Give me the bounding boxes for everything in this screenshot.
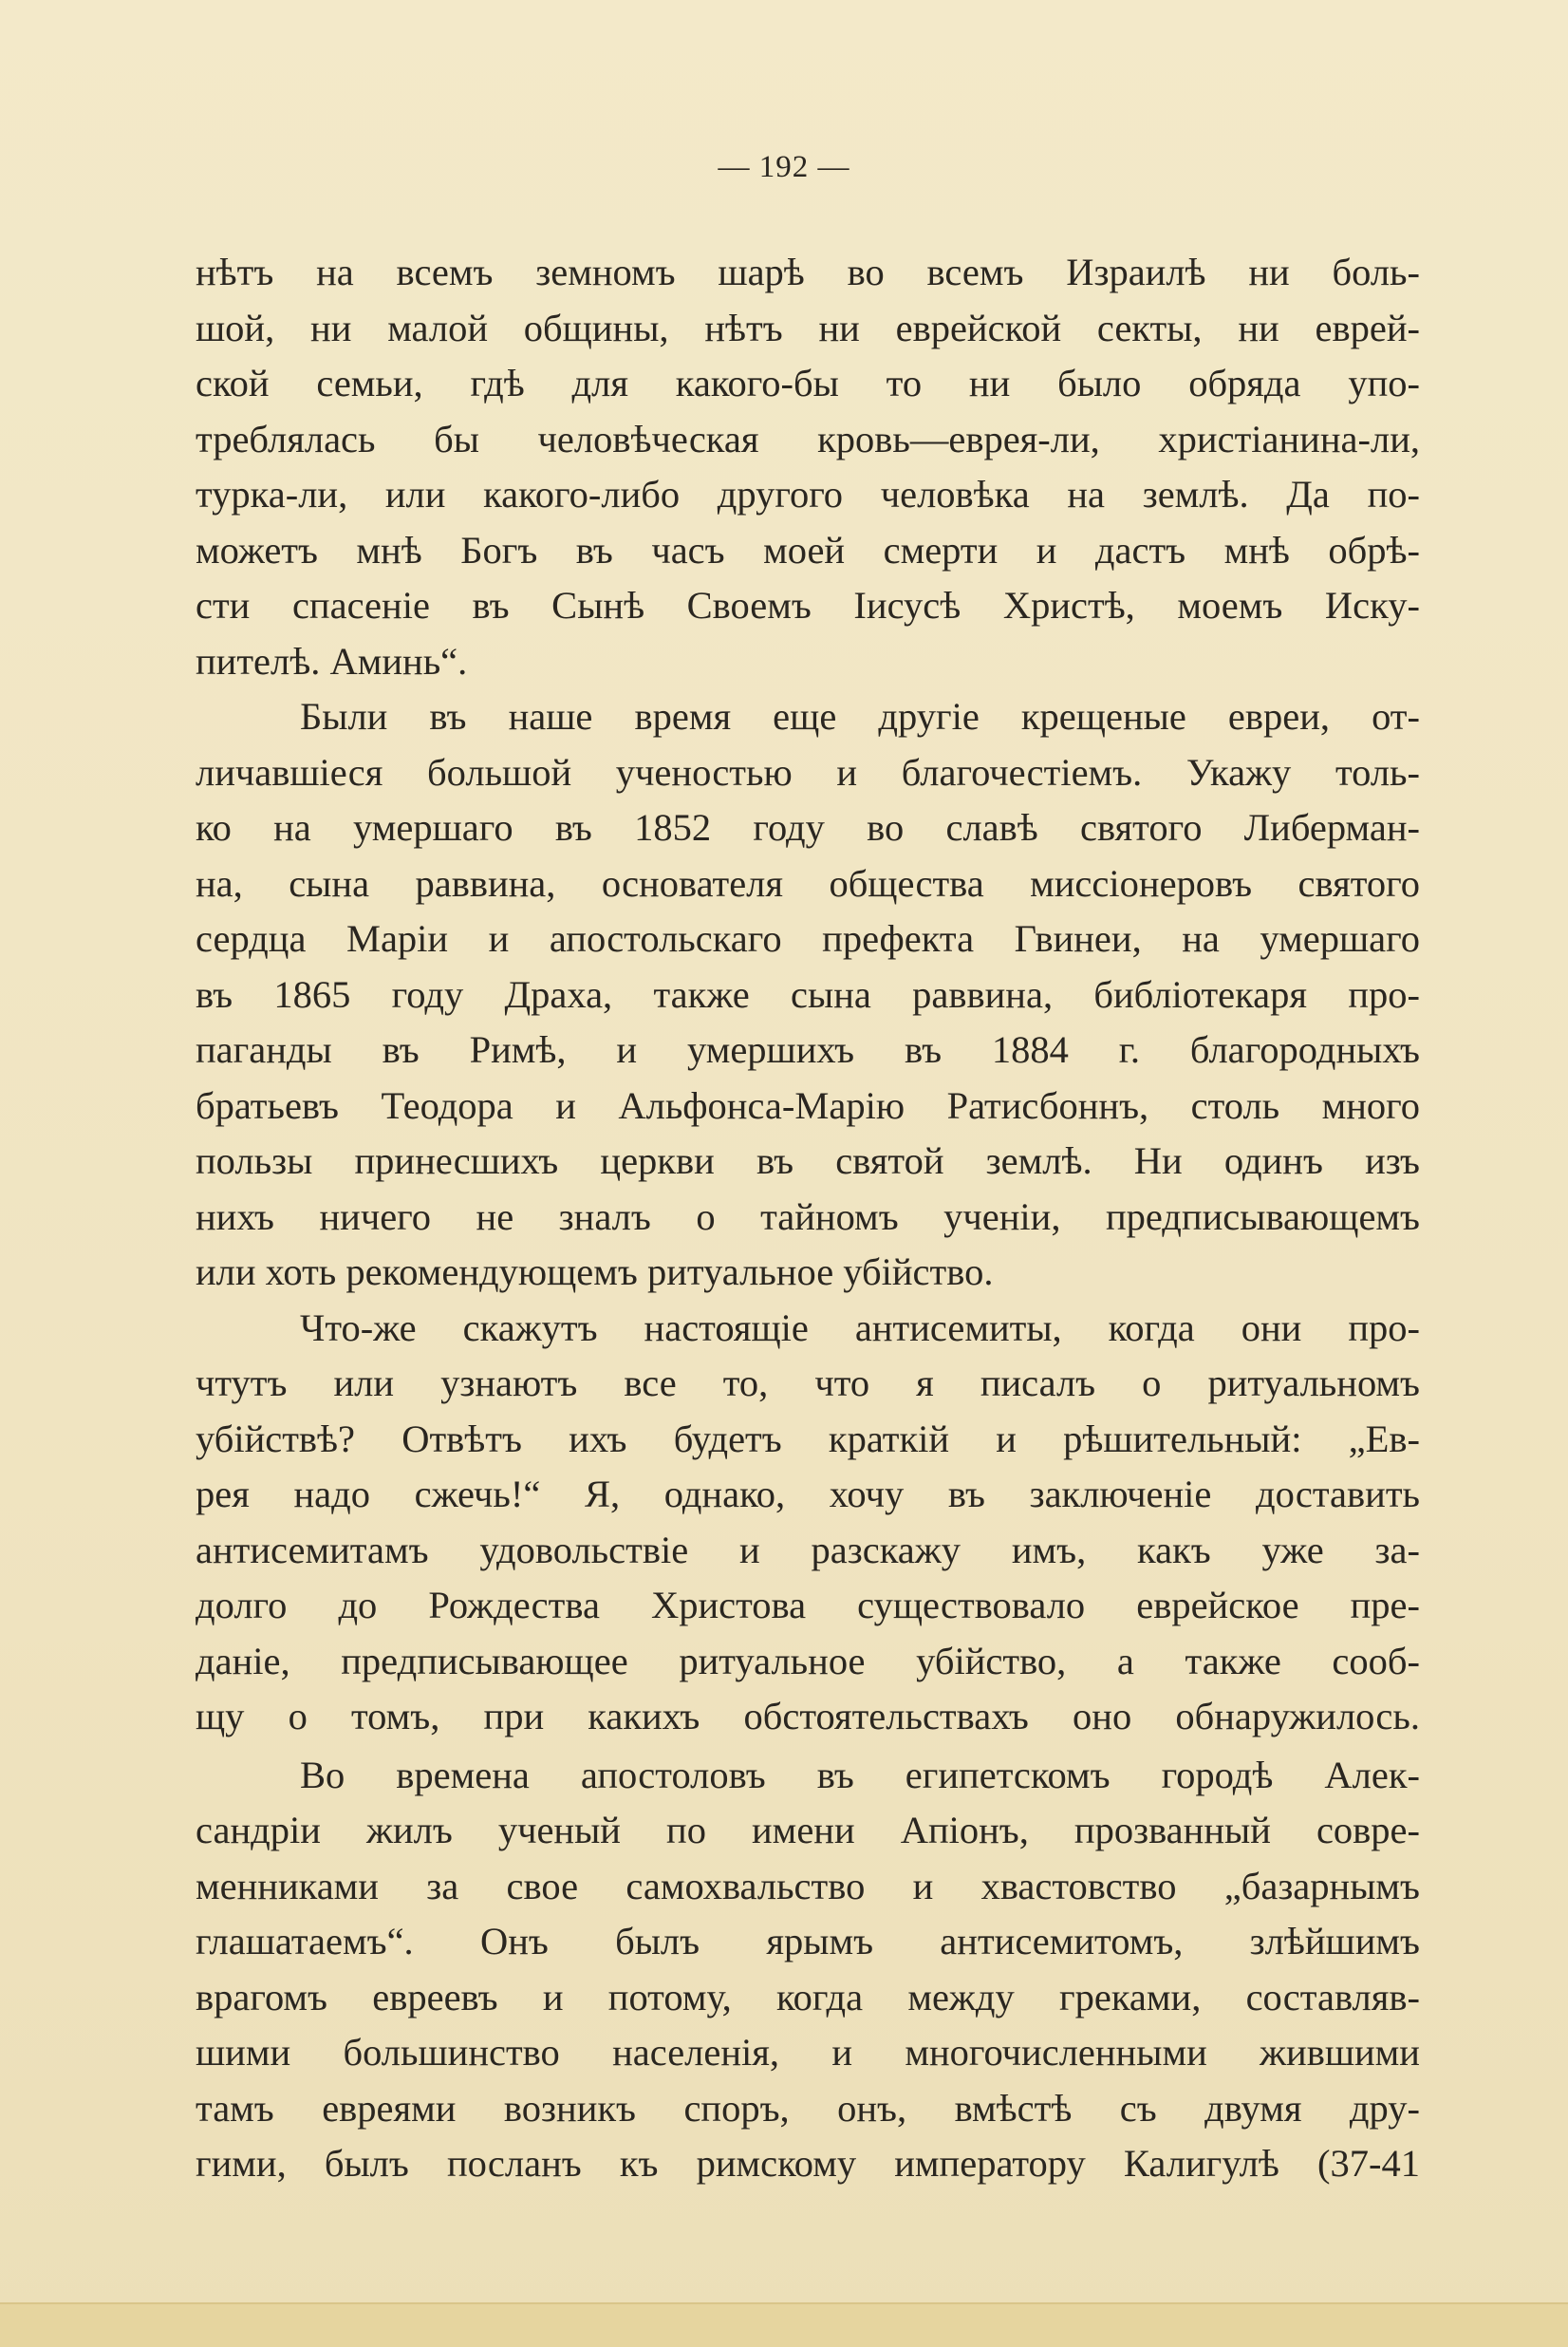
- text-line: ко на умершаго въ 1852 году во славѣ святого Либерман-: [196, 806, 1420, 849]
- text-line: глашатаемъ“. Онъ былъ ярымъ антисемитомъ, злѣйшимъ: [196, 1920, 1420, 1962]
- text-line: шой, ни малой общины, нѣтъ ни еврейской секты, ни еврей-: [196, 306, 1420, 349]
- text-line: чтутъ или узнаютъ все то, что я писалъ о ритуальномъ: [196, 1361, 1420, 1404]
- paragraph-3: [196, 1301, 1420, 1745]
- text-line: Во времена апостоловъ въ египетскомъ городѣ Алек-: [300, 1753, 1420, 1796]
- text-line: турка-ли, или какого-либо другого человѣка на землѣ. Да по-: [196, 473, 1420, 516]
- text-line: паганды въ Римѣ, и умершихъ въ 1884 г. благородныхъ: [196, 1028, 1420, 1071]
- text-line: Были въ наше время еще другіе крещеные евреи, от-: [300, 695, 1420, 738]
- text-line: ской семьи, гдѣ для какого-бы то ни было обряда упо-: [196, 362, 1420, 404]
- paragraph-1: [196, 245, 1420, 689]
- page-body: [196, 245, 1420, 2192]
- text-line: убійствѣ? Отвѣтъ ихъ будетъ краткій и рѣшительный: „Ев-: [196, 1417, 1420, 1460]
- text-line: даніе, предписывающее ритуальное убійство, а также сооб-: [196, 1639, 1420, 1682]
- text-line: антисемитамъ удовольствіе и разскажу имъ, какъ уже за-: [196, 1528, 1420, 1571]
- text-line: рея надо сжечь!“ Я, однако, хочу въ заключеніе доставить: [196, 1473, 1420, 1515]
- page-number: — 192 —: [718, 150, 850, 184]
- page-bottom-edge: [0, 2302, 1568, 2347]
- text-line: менниками за свое самохвальство и хвастовство „базарнымъ: [196, 1864, 1420, 1907]
- text-line: щу о томъ, при какихъ обстоятельствахъ оно обнаружилось.: [196, 1695, 1420, 1737]
- text-line: можетъ мнѣ Богъ въ часъ моей смерти и дастъ мнѣ обрѣ-: [196, 528, 1420, 572]
- text-line: братьевъ Теодора и Альфонса-Марію Ратисбоннъ, столь много: [196, 1083, 1420, 1127]
- text-line: сти спасеніе въ Сынѣ Своемъ Іисусѣ Христѣ, моемъ Иску-: [196, 584, 1420, 627]
- text-line: шими большинство населенія, и многочисленными жившими: [196, 2031, 1420, 2074]
- text-line: нѣтъ на всемъ земномъ шарѣ во всемъ Израилѣ ни боль-: [196, 251, 1420, 293]
- paragraph-2: [196, 689, 1420, 1301]
- text-line: тамъ евреями возникъ споръ, онъ, вмѣстѣ съ двумя дру-: [196, 2086, 1420, 2130]
- text-line: треблялась бы человѣческая кровь—еврея-ли, христіанина-ли,: [196, 417, 1420, 460]
- text-line: на, сына раввина, основателя общества миссіонеровъ святого: [196, 861, 1420, 905]
- text-line: или хоть рекомендующемъ ритуальное убійство.: [196, 1250, 994, 1293]
- text-line: сандріи жилъ ученый по имени Апіонъ, прозванный совре-: [196, 1809, 1420, 1851]
- text-line: пителѣ. Аминь“.: [196, 639, 468, 683]
- text-line: въ 1865 году Драха, также сына раввина, библіотекаря про-: [196, 972, 1420, 1016]
- text-line: пользы принесшихъ церкви въ святой землѣ. Ни одинъ изъ: [196, 1139, 1420, 1182]
- paragraph-4: [196, 1748, 1420, 2192]
- text-line: Что-же скажутъ настоящіе антисемиты, когда они про-: [300, 1305, 1420, 1349]
- text-line: личавшіеся большой ученостью и благочестіемъ. Укажу толь-: [196, 750, 1420, 794]
- text-line: нихъ ничего не зналъ о тайномъ ученіи, предписывающемъ: [196, 1194, 1420, 1238]
- text-line: долго до Рождества Христова существовало еврейское пре-: [196, 1584, 1420, 1626]
- text-line: сердца Маріи и апостольскаго префекта Гвинеи, на умершаго: [196, 917, 1420, 960]
- text-line: гими, былъ посланъ къ римскому императору Калигулѣ (37-41: [196, 2142, 1420, 2185]
- text-line: врагомъ евреевъ и потому, когда между греками, составляв-: [196, 1975, 1420, 2018]
